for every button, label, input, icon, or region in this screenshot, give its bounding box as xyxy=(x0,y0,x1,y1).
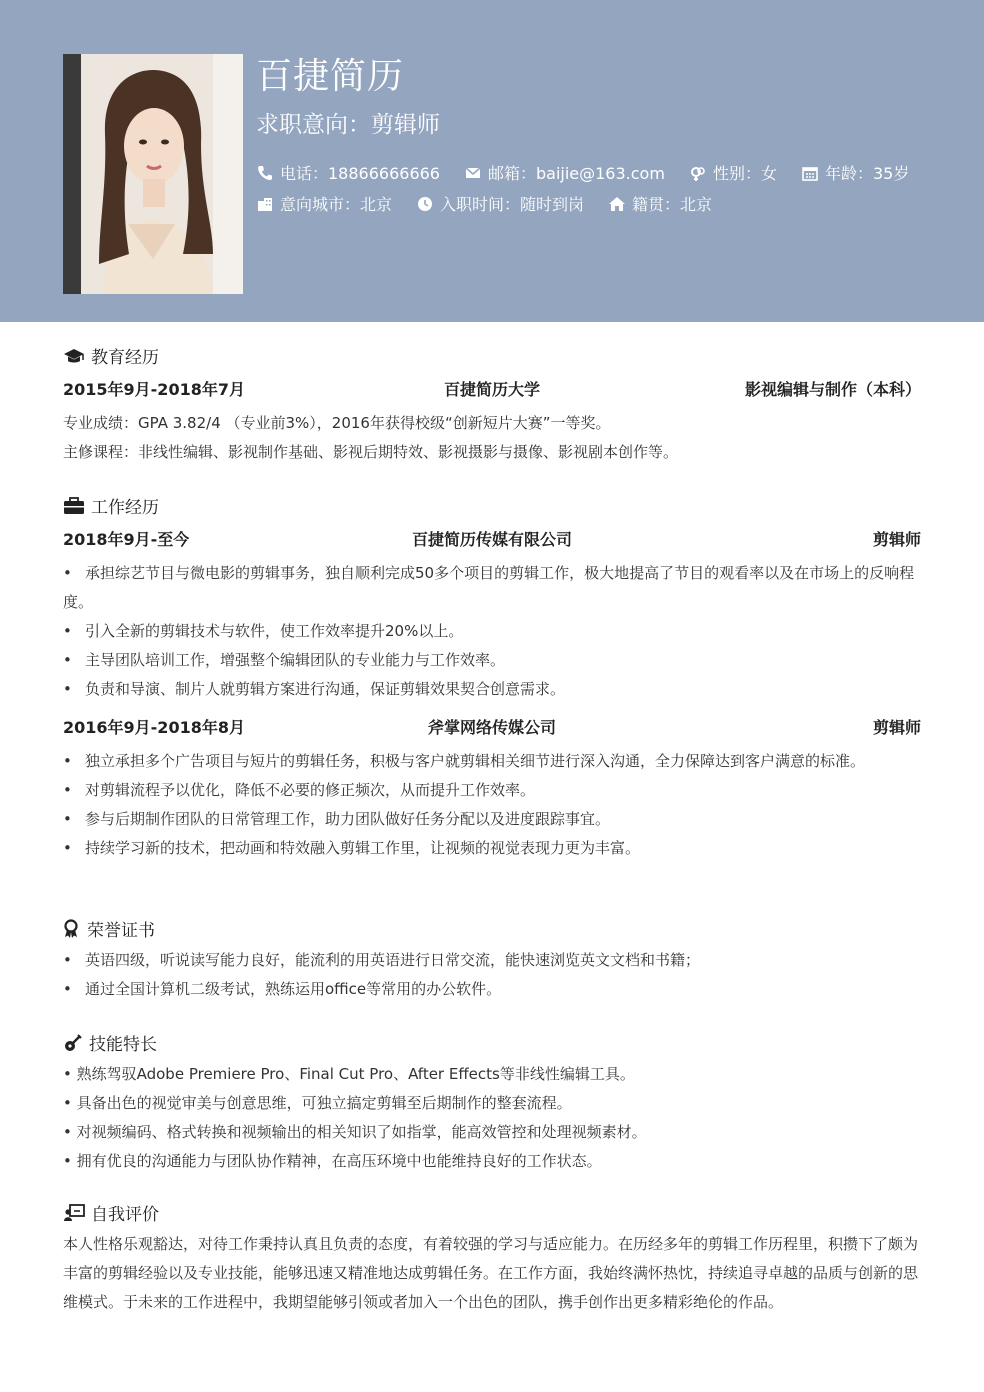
calendar-icon xyxy=(801,164,819,182)
job-company: 斧掌网络传媒公司 xyxy=(427,718,556,737)
list-item: • 具备出色的视觉审美与创意思维，可独立搞定剪辑至后期制作的整套流程。 xyxy=(63,1094,572,1112)
education-date: 2015年9月-2018年7月 xyxy=(63,380,245,399)
honors-list xyxy=(63,946,921,1004)
list-item: • 熟练驾驭Adobe Premiere Pro、Final Cut Pro、After Effects等非线性编辑工具。 xyxy=(63,1065,635,1083)
education-section-title: 教育经历 xyxy=(63,343,159,368)
list-item: • 通过全国计算机二级考试，熟练运用office等常用的办公软件。 xyxy=(63,980,502,998)
candidate-name: 百捷简历 xyxy=(256,56,405,97)
start-time-info: 入职时间：随时到岗 xyxy=(416,192,584,215)
job-bullets xyxy=(63,559,921,704)
list-item: • 独立承担多个广告项目与短片的剪辑任务，积极与客户就剪辑相关细节进行深入沟通，全力保障达到客户满意的标准。 xyxy=(63,752,866,770)
clock-icon xyxy=(416,195,434,213)
work-section-title: 工作经历 xyxy=(63,493,159,518)
skills-section-title: 技能特长 xyxy=(63,1030,157,1055)
briefcase-icon xyxy=(63,496,85,516)
skills-list xyxy=(63,1060,921,1176)
mail-icon xyxy=(464,164,482,182)
list-item: • 主导团队培训工作，增强整个编辑团队的专业能力与工作效率。 xyxy=(63,651,506,669)
list-item: • 对视频编码、格式转换和视频输出的相关知识了如指掌，能高效管控和处理视频素材。 xyxy=(63,1123,647,1141)
presenter-icon xyxy=(63,1203,85,1223)
contact-row-2 xyxy=(256,192,736,215)
honors-section-title: 荣誉证书 xyxy=(63,916,155,941)
list-item: • 参与后期制作团队的日常管理工作，助力团队做好任务分配以及进度跟踪事宜。 xyxy=(63,810,611,828)
phone-icon xyxy=(256,164,274,182)
list-item: • 持续学习新的技术，把动画和特效融入剪辑工作里，让视频的视觉表现力更为丰富。 xyxy=(63,839,641,857)
award-icon xyxy=(63,919,81,939)
education-line: 专业成绩：GPA 3.82/4 （专业前3%），2016年获得校级“创新短片大赛”一等奖。 xyxy=(63,414,611,432)
job-bullets xyxy=(63,747,921,863)
contact-row-1 xyxy=(256,161,933,184)
education-line: 主修课程：非线性编辑、影视制作基础、影视后期特效、影视摄影与摄像、影视剧本创作等。 xyxy=(63,443,679,461)
list-item: • 引入全新的剪辑技术与软件，使工作效率提升20%以上。 xyxy=(63,622,464,640)
list-item: • 拥有优良的沟通能力与团队协作精神，在高压环境中也能维持良好的工作状态。 xyxy=(63,1152,602,1170)
hometown-info: 籍贯：北京 xyxy=(608,192,712,215)
gender-icon xyxy=(689,164,707,182)
building-icon xyxy=(256,195,274,213)
job-company: 百捷简历传媒有限公司 xyxy=(411,530,572,549)
phone-info: 电话：18866666666 xyxy=(256,161,440,184)
education-major: 影视编辑与制作（本科） xyxy=(744,380,921,399)
graduation-cap-icon xyxy=(63,346,85,366)
home-icon xyxy=(608,195,626,213)
education-details xyxy=(63,409,921,467)
job-role: 剪辑师 xyxy=(872,718,921,737)
education-school: 百捷简历大学 xyxy=(443,380,540,399)
gender-info: 性别：女 xyxy=(689,161,777,184)
job-date: 2016年9月-2018年8月 xyxy=(63,718,245,737)
email-info: 邮箱：baijie@163.com xyxy=(464,161,665,184)
job-date: 2018年9月-至今 xyxy=(63,530,190,549)
job-role: 剪辑师 xyxy=(872,530,921,549)
profile-photo xyxy=(63,54,243,294)
self-eval-section-title: 自我评价 xyxy=(63,1200,159,1225)
list-item: • 对剪辑流程予以优化，降低不必要的修正频次，从而提升工作效率。 xyxy=(63,781,536,799)
guitar-icon xyxy=(63,1033,83,1053)
resume-header xyxy=(0,0,984,322)
job-intent: 求职意向：剪辑师 xyxy=(256,112,440,138)
self-eval-text: 本人性格乐观豁达，对待工作秉持认真且负责的态度，有着较强的学习与适应能力。在历经多年的剪辑工作历程里，积攒下了颇为丰富的剪辑经验以及专业技能，能够迅速又精准地达成剪辑任务。在工作方面，我始终满怀热忱，持续追寻卓越的品质与创新的思维模式。于未来的工作进程中，我期望能够引领或者加入一个出色的团队，携手创作出更多精彩绝伦的作品。 xyxy=(63,1235,919,1311)
list-item: • 承担综艺节目与微电影的剪辑事务，独自顺利完成50多个项目的剪辑工作，极大地提高了节目的观看率以及在市场上的反响程度。 xyxy=(63,564,915,611)
list-item: • 负责和导演、制片人就剪辑方案进行沟通，保证剪辑效果契合创意需求。 xyxy=(63,680,566,698)
list-item: • 英语四级，听说读写能力良好，能流利的用英语进行日常交流，能快速浏览英文文档和书籍； xyxy=(63,951,701,969)
age-info: 年龄：35岁 xyxy=(801,161,909,184)
city-info: 意向城市：北京 xyxy=(256,192,392,215)
